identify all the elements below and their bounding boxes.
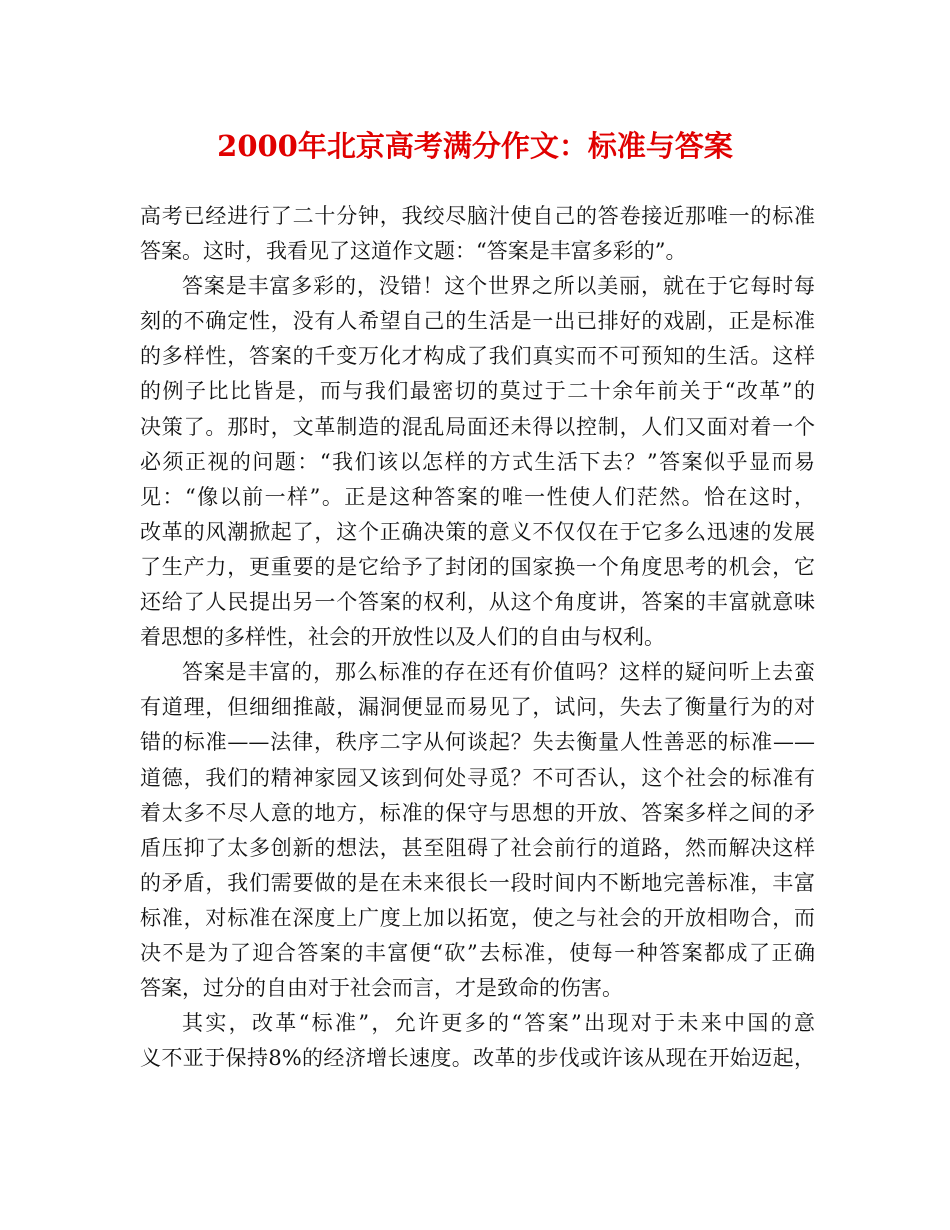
- essay-line: 的矛盾，我们需要做的是在未来很长一段时间内不断地完善标准，丰富: [140, 870, 815, 895]
- essay-line: 了生产力，更重要的是它给予了封闭的国家换一个角度思考的机会，它: [140, 554, 815, 579]
- essay-line: 其实，改革“标准”，允许更多的“答案”出现对于未来中国的意: [182, 1011, 815, 1036]
- essay-line: 还给了人民提出另一个答案的权利，从这个角度讲，答案的丰富就意味: [140, 590, 815, 615]
- essay-line: 答案是丰富多彩的，没错！这个世界之所以美丽，就在于它每时每: [182, 274, 815, 299]
- essay-line: 刻的不确定性，没有人希望自己的生活是一出已排好的戏剧，正是标准: [140, 309, 815, 334]
- essay-line: 的多样性，答案的千变万化才构成了我们真实而不可预知的生活。这样: [140, 344, 815, 369]
- essay-line: 必须正视的问题：“我们该以怎样的方式生活下去？”答案似乎显而易: [140, 449, 815, 474]
- essay-line: 决策了。那时，文革制造的混乱局面还未得以控制，人们又面对着一个: [140, 414, 815, 439]
- essay-line: 的例子比比皆是，而与我们最密切的莫过于二十余年前关于“改革”的: [140, 379, 815, 404]
- essay-line: 答案是丰富的，那么标准的存在还有价值吗？这样的疑问听上去蛮: [182, 660, 815, 685]
- essay-line: 着太多不尽人意的地方，标准的保守与思想的开放、答案多样之间的矛: [140, 800, 815, 825]
- essay-line: 有道理，但细细推敲，漏洞便显而易见了，试问，失去了衡量行为的对: [140, 695, 815, 720]
- essay-line: 道德，我们的精神家园又该到何处寻觅？不可否认，这个社会的标准有: [140, 765, 815, 790]
- essay-line: 决不是为了迎合答案的丰富便“砍”去标准，使每一种答案都成了正确: [140, 940, 815, 965]
- essay-line: 高考已经进行了二十分钟，我绞尽脑汁使自己的答卷接近那唯一的标准: [140, 204, 815, 228]
- essay-line: 答案，过分的自由对于社会而言，才是致命的伤害。: [140, 976, 623, 1001]
- essay-line: 盾压抑了太多创新的想法，甚至阻碍了社会前行的道路，然而解决这样: [140, 835, 815, 860]
- essay-line: 标准，对标准在深度上广度上加以拓宽，使之与社会的开放相吻合，而: [140, 905, 815, 930]
- essay-line: 义不亚于保持8%的经济增长速度。改革的步伐或许该从现在开始迈起，: [140, 1046, 815, 1071]
- document-title: 2000年北京高考满分作文：标准与答案: [217, 129, 733, 163]
- essay-line: 着思想的多样性，社会的开放性以及人们的自由与权利。: [140, 625, 665, 650]
- essay-body: [140, 199, 815, 1076]
- essay-line: 改革的风潮掀起了，这个正确决策的意义不仅仅在于它多么迅速的发展: [140, 519, 815, 544]
- essay-line: 答案。这时，我看见了这道作文题：“答案是丰富多彩的”。: [140, 239, 687, 264]
- essay-line: 见：“像以前一样”。正是这种答案的唯一性使人们茫然。恰在这时，: [140, 484, 815, 509]
- essay-line: 错的标准——法律，秩序二字从何谈起？失去衡量人性善恶的标准——: [140, 730, 815, 755]
